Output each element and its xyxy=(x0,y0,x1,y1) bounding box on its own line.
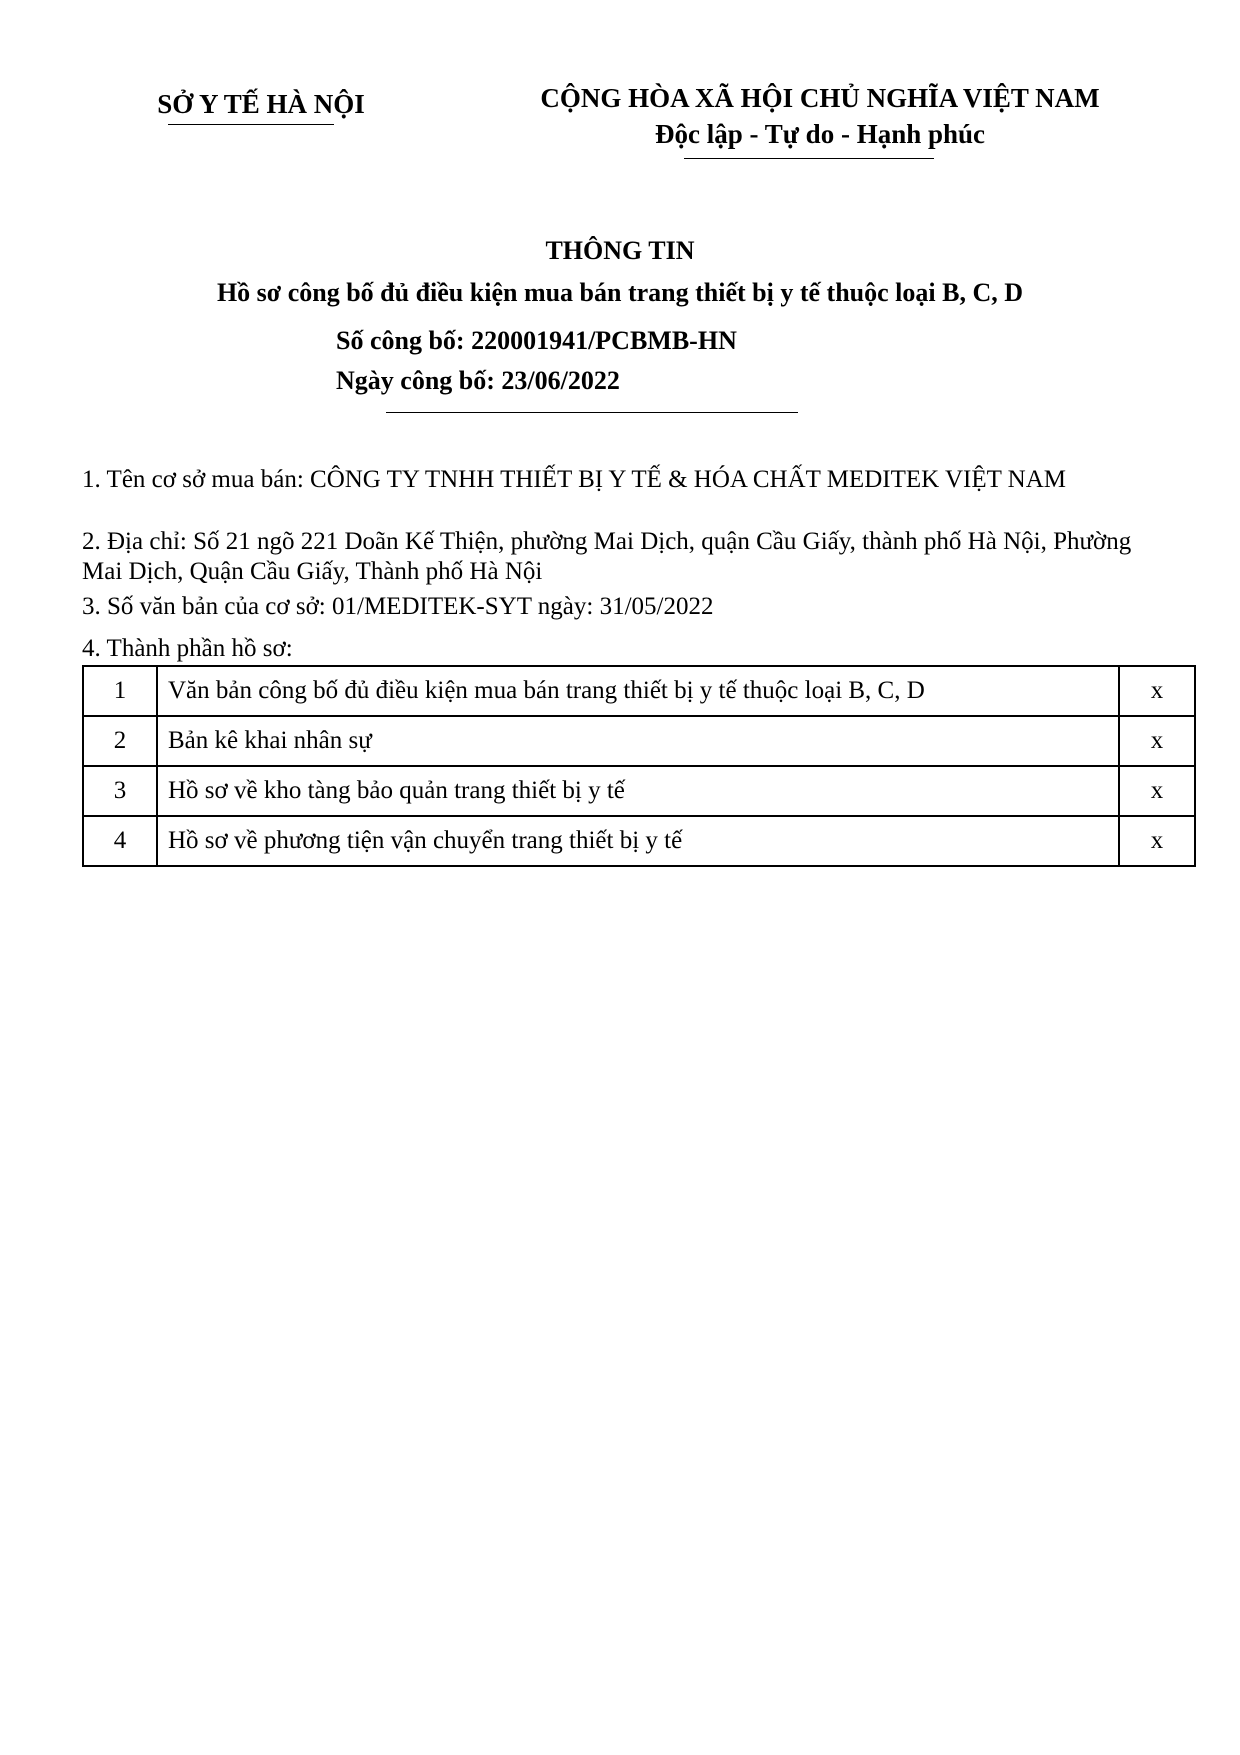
document-title: THÔNG TIN xyxy=(545,236,695,265)
document-name: Hồ sơ về phương tiện vận chuyển trang thiết bị y tế xyxy=(157,816,1119,866)
check-mark: x xyxy=(1119,666,1195,716)
check-mark: x xyxy=(1119,816,1195,866)
check-mark: x xyxy=(1119,716,1195,766)
dossier-components-label: 4. Thành phần hồ sơ: xyxy=(82,635,293,662)
table-row xyxy=(83,816,1195,866)
facility-name: 1. Tên cơ sở mua bán: CÔNG TY TNHH THIẾT BỊ Y TẾ & HÓA CHẤT MEDITEK VIỆT NAM xyxy=(82,466,1067,493)
document-name: Hồ sơ về kho tàng bảo quản trang thiết bị y tế xyxy=(157,766,1119,816)
row-number: 1 xyxy=(83,666,157,716)
row-number: 2 xyxy=(83,716,157,766)
document-name: Văn bản công bố đủ điều kiện mua bán trang thiết bị y tế thuộc loại B, C, D xyxy=(157,666,1119,716)
document-subtitle: Hồ sơ công bố đủ điều kiện mua bán trang thiết bị y tế thuộc loại B, C, D xyxy=(216,278,1024,307)
table-row xyxy=(83,716,1195,766)
row-number: 3 xyxy=(83,766,157,816)
table-row xyxy=(83,666,1195,716)
publication-number: Số công bố: 220001941/PCBMB-HN xyxy=(336,326,737,355)
publication-date: Ngày công bố: 23/06/2022 xyxy=(336,366,620,395)
row-number: 4 xyxy=(83,816,157,866)
issuing-authority: SỞ Y TẾ HÀ NỘI xyxy=(157,89,365,119)
facility-document-number: 3. Số văn bản của cơ sở: 01/MEDITEK-SYT ngày: 31/05/2022 xyxy=(82,593,714,620)
document-name: Bản kê khai nhân sự xyxy=(157,716,1119,766)
motto-underline xyxy=(684,158,934,159)
nation-name: CỘNG HÒA XÃ HỘI CHỦ NGHĨA VIỆT NAM xyxy=(540,83,1100,113)
national-motto: Độc lập - Tự do - Hạnh phúc xyxy=(654,119,986,149)
dossier-table xyxy=(82,665,1196,867)
check-mark: x xyxy=(1119,766,1195,816)
authority-underline xyxy=(168,124,334,125)
table-row xyxy=(83,766,1195,816)
facility-address: 2. Địa chỉ: Số 21 ngõ 221 Doãn Kế Thiện, phường Mai Dịch, quận Cầu Giấy, thành phố Hà Nội, Phường Mai Dịch, Quận Cầu Giấy, Thành phố Hà Nội xyxy=(82,528,1132,585)
title-underline xyxy=(386,412,798,413)
